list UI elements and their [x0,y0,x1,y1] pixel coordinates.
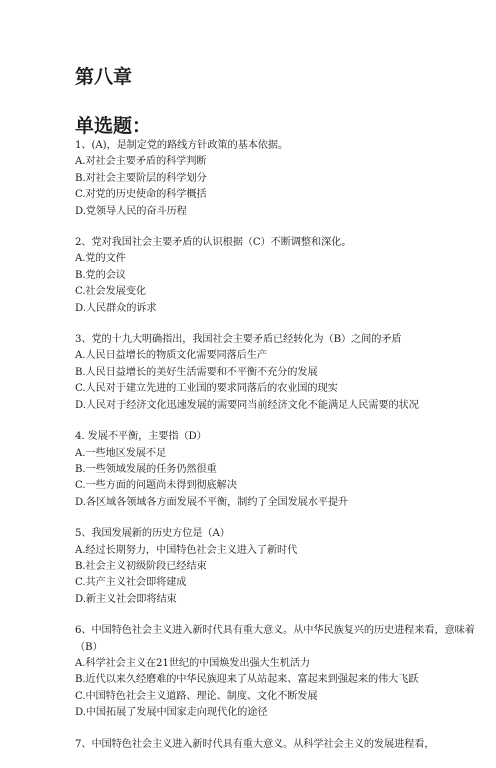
option-c: C.中国特色社会主义道路、理论、制度、文化不断发展 [75,690,318,702]
option-b: B.党的会议 [75,269,126,281]
option-b: B.近代以来久经磨难的中华民族迎来了从站起来、富起来到强起来的伟大飞跃 [75,674,419,686]
question-4 [75,429,495,511]
question-3 [75,332,495,414]
question-2 [75,235,495,317]
question-6 [75,623,495,721]
question-stem: 7、中国特色社会主义进入新时代具有重大意义。从科学社会主义的发展进程看， [75,738,435,750]
option-c: C.社会发展变化 [75,286,146,298]
chapter-title: 第八章 [75,66,133,88]
option-b: B.人民日益增长的美好生活需要和不平衡不充分的发展 [75,366,318,378]
question-stem: 2、党对我国社会主要矛盾的认识根据（C）不断调整和深化。 [75,237,352,249]
option-a: A.人民日益增长的物质文化需要同落后生产 [75,350,267,362]
option-d: D.各区域各领域各方面发展不平衡，制约了全国发展水平提升 [75,496,349,508]
option-c: C.人民对于建立先进的工业国的要求同落后的农业国的现实 [75,383,338,395]
question-1 [75,138,495,220]
option-d: D.中国拓展了发展中国家走向现代化的途径 [75,707,268,719]
question-stem: 1、(A)，是制定党的路线方针政策的基本依据。 [75,140,289,151]
question-stem: 6、中国特色社会主义进入新时代具有重大意义。从中华民族复兴的历史进程来看，意味着（B） [75,625,475,653]
question-stem: 4. 发展不平衡，主要指（D） [75,431,207,443]
section-title: 单选题： [75,115,152,137]
option-a: A.一些地区发展不足 [75,447,167,459]
question-list [75,138,495,768]
option-d: D.新主义社会即将结束 [75,593,177,605]
option-b: B.社会主义初级阶段已经结束 [75,560,207,572]
question-stem: 5、我国发展新的历史方位是（A） [75,528,230,540]
question-stem: 3、党的十九大明确指出，我国社会主要矛盾已经转化为（B）之间的矛盾 [75,334,402,346]
option-a: A.经过长期努力，中国特色社会主义进入了新时代 [75,544,298,556]
option-d: D.党领导人民的奋斗历程 [75,205,187,217]
option-b: B.一些领域发展的任务仍然很重 [75,463,217,475]
option-c: C.共产主义社会即将建成 [75,577,187,589]
option-b: B.对社会主要阶层的科学划分 [75,172,207,184]
option-a: A.对社会主要矛盾的科学判断 [75,156,207,168]
question-5 [75,526,495,608]
option-d: D.人民群众的诉求 [75,302,157,314]
option-a: A.科学社会主义在21世纪的中国焕发出强大生机活力 [75,657,310,669]
option-c: C.对党的历史使命的科学概括 [75,189,207,201]
option-c: C.一些方面的问题尚未得到彻底解决 [75,480,237,492]
question-7 [75,737,495,753]
option-a: A.党的文件 [75,253,126,265]
option-d: D.人民对于经济文化迅速发展的需要同当前经济文化不能满足人民需要的状况 [75,399,419,411]
